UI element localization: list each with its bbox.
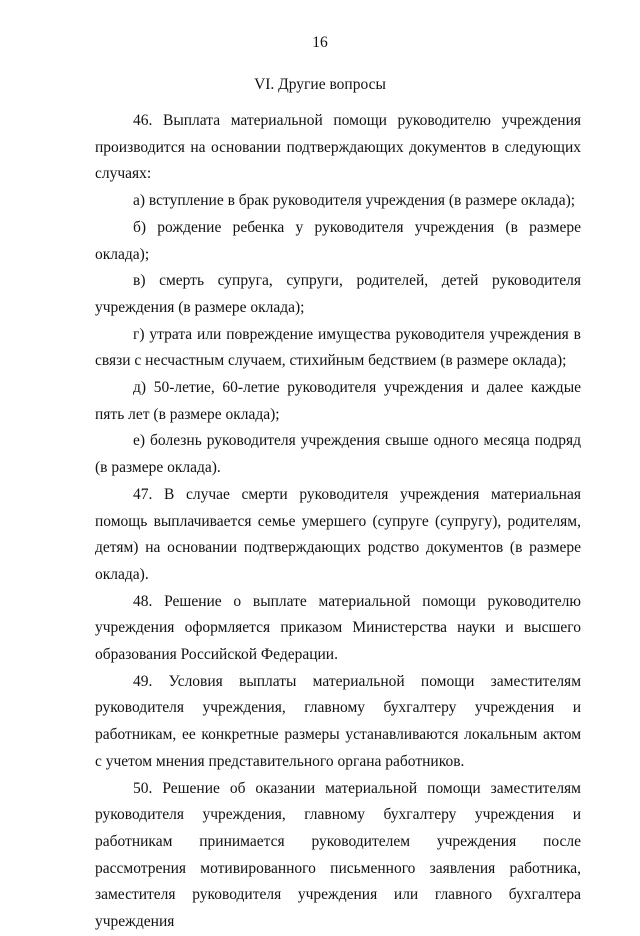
paragraph-46-g: г) утрата или повреждение имущества руководителя учреждения в связи с несчастным случаем, стихийным бедствием (в размере оклада); bbox=[95, 325, 581, 370]
paragraph-50: 50. Решение об оказании материальной помощи заместителям руководителя учреждения, главному бухгалтеру учреждения и работникам принимается руководителем учреждения после рассмотрения мотивированного письменного заявления работника, заместителя руководителя учреждения или главного бухгалтера учреждения bbox=[95, 779, 581, 931]
paragraph-46-b: б) рождение ребенка у руководителя учреждения (в размере оклада); bbox=[95, 218, 581, 263]
paragraph-48: 48. Решение о выплате материальной помощи руководителю учреждения оформляется приказом Министерства науки и высшего образования Российской Федерации. bbox=[95, 592, 581, 664]
paragraph-46: 46. Выплата материальной помощи руководителю учреждения производится на основании подтверждающих документов в следующих случаях: bbox=[95, 112, 581, 183]
document-body bbox=[95, 108, 581, 936]
paragraph-49: 49. Условия выплаты материальной помощи заместителям руководителя учреждения, главному бухгалтеру учреждения и работникам, ее конкретные размеры устанавливаются локальным актом с учетом мнения представительного органа работников. bbox=[95, 672, 581, 770]
paragraph-46-v: в) смерть супруга, супруги, родителей, детей руководителя учреждения (в размере оклада); bbox=[95, 272, 581, 316]
paragraph-47: 47. В случае смерти руководителя учреждения материальная помощь выплачивается семье умершего (супруге (супругу), родителям, детям) на основании подтверждающих родство документов (в размере оклада). bbox=[95, 485, 581, 583]
paragraph-46-d: д) 50-летие, 60-летие руководителя учреждения и далее каждые пять лет (в размере оклада); bbox=[95, 379, 581, 423]
section-title: VI. Другие вопросы bbox=[254, 76, 386, 93]
page-number: 16 bbox=[312, 34, 328, 51]
paragraph-46-a: а) вступление в брак руководителя учреждения (в размере оклада); bbox=[133, 192, 576, 210]
paragraph-46-e: е) болезнь руководителя учреждения свыше одного месяца подряд (в размере оклада). bbox=[95, 432, 581, 477]
